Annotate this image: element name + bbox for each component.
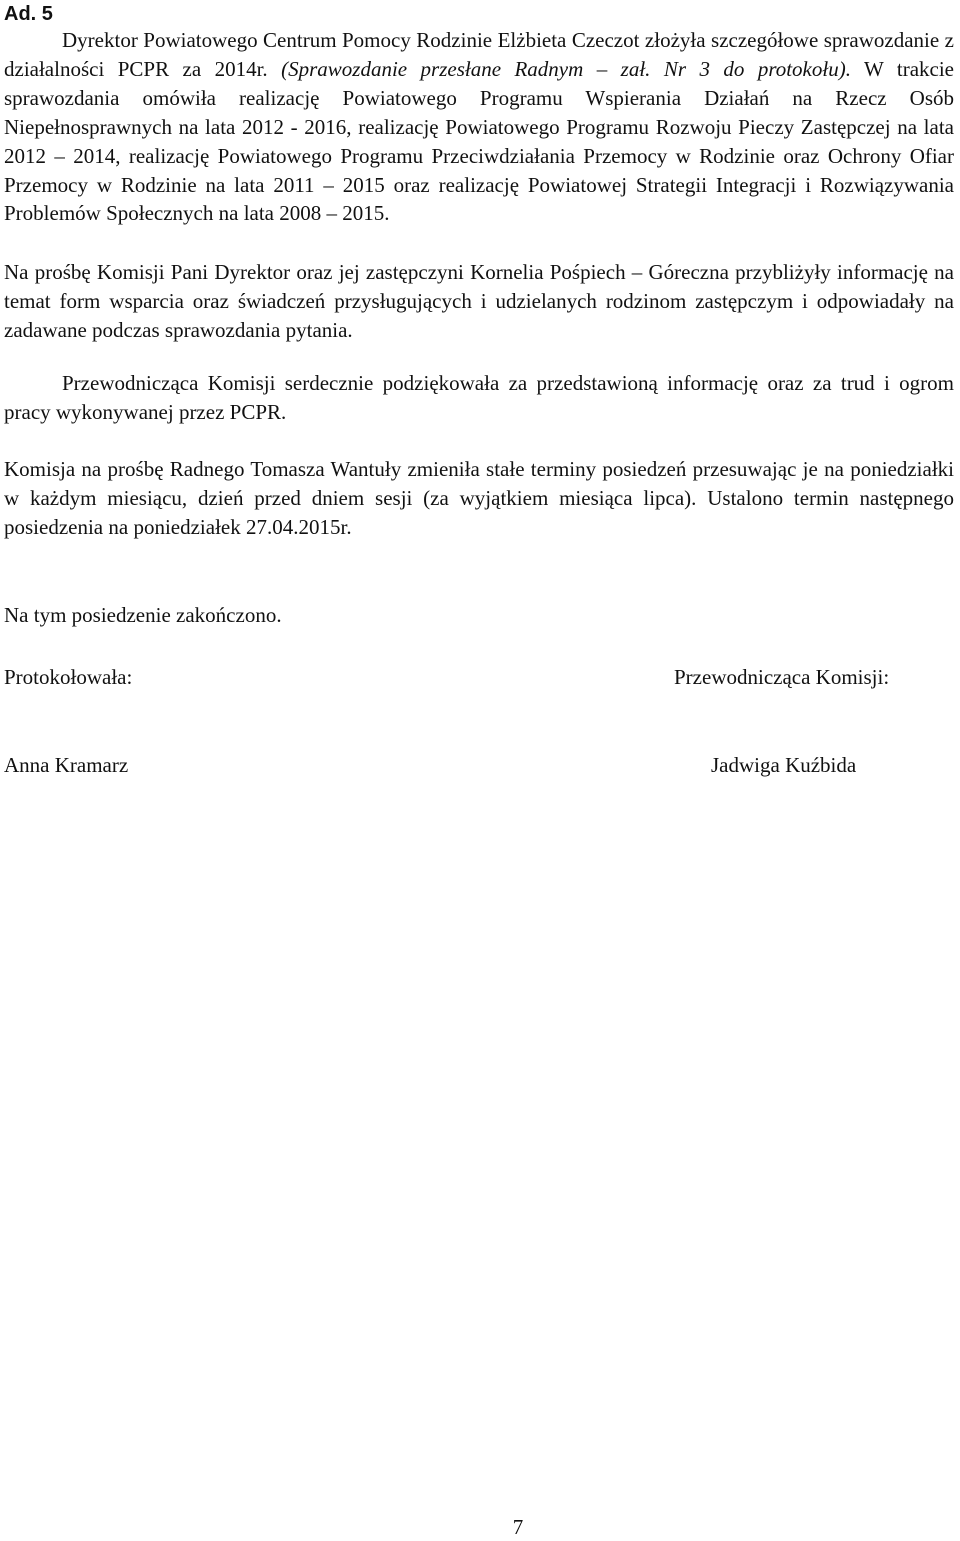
recorder-name: Anna Kramarz — [4, 753, 129, 777]
paragraph-report — [4, 26, 954, 228]
paragraph-thanks: Przewodnicząca Komisji serdecznie podziękowała za przedstawioną informację oraz za trud i ogrom pracy wykonywanej przez PCPR. — [4, 371, 954, 424]
paragraph-meeting-dates: Komisja na prośbę Radnego Tomasza Wantuły zmieniła stałe terminy posiedzeń przesuwając je na poniedziałki w każdym miesiącu, dzień przed dniem sesji (za wyjątkiem miesiąca lipca). Ustalono termin następnego posiedzenia na poniedziałek 27.04.2015r. — [4, 457, 954, 539]
page-number: 7 — [512, 1515, 524, 1539]
chair-label: Przewodnicząca Komisji: — [674, 665, 890, 689]
paragraph-questions: Na prośbę Komisji Pani Dyrektor oraz jej zastępczyni Kornelia Pośpiech – Góreczna przybliżyły informację na temat form wsparcia oraz świadczeń przysługujących i udzielanych rodzinom zastępczym i odpowiadały na zadawane podczas sprawozdania pytania. — [4, 260, 954, 342]
paragraph-report-part-1: Dyrektor Powiatowego Centrum Pomocy Rodzinie Elżbieta Czeczot złożyła szczegółowe sprawozdanie z działalności PCPR za 2014r. — [4, 28, 954, 81]
paragraph-report-part-2: W trakcie sprawozdania omówiła realizację Powiatowego Programu Wspierania Działań na Rzecz Osób Niepełnosprawnych na lata 2012 - 2016, realizację Powiatowego Programu Rozwoju Pieczy Zastępczej na lata 2012 – 2014, realizację Powiatowego Programu Przeciwdziałania Przemocy w Rodzinie oraz Ochrony Ofiar Przemocy w Rodzinie na lata 2011 – 2015 oraz realizację Powiatowej Strategii Integracji i Rozwiązywania Problemów Społecznych na lata 2008 – 2015. — [4, 56, 955, 226]
closing-line: Na tym posiedzenie zakończono. — [4, 603, 282, 627]
attachment-note: (Sprawozdanie przesłane Radnym – zał. Nr 3 do protokołu). — [281, 56, 851, 81]
chair-name: Jadwiga Kuźbida — [711, 753, 857, 777]
recorder-label: Protokołowała: — [4, 665, 133, 689]
section-heading: Ad. 5 — [4, 3, 53, 25]
